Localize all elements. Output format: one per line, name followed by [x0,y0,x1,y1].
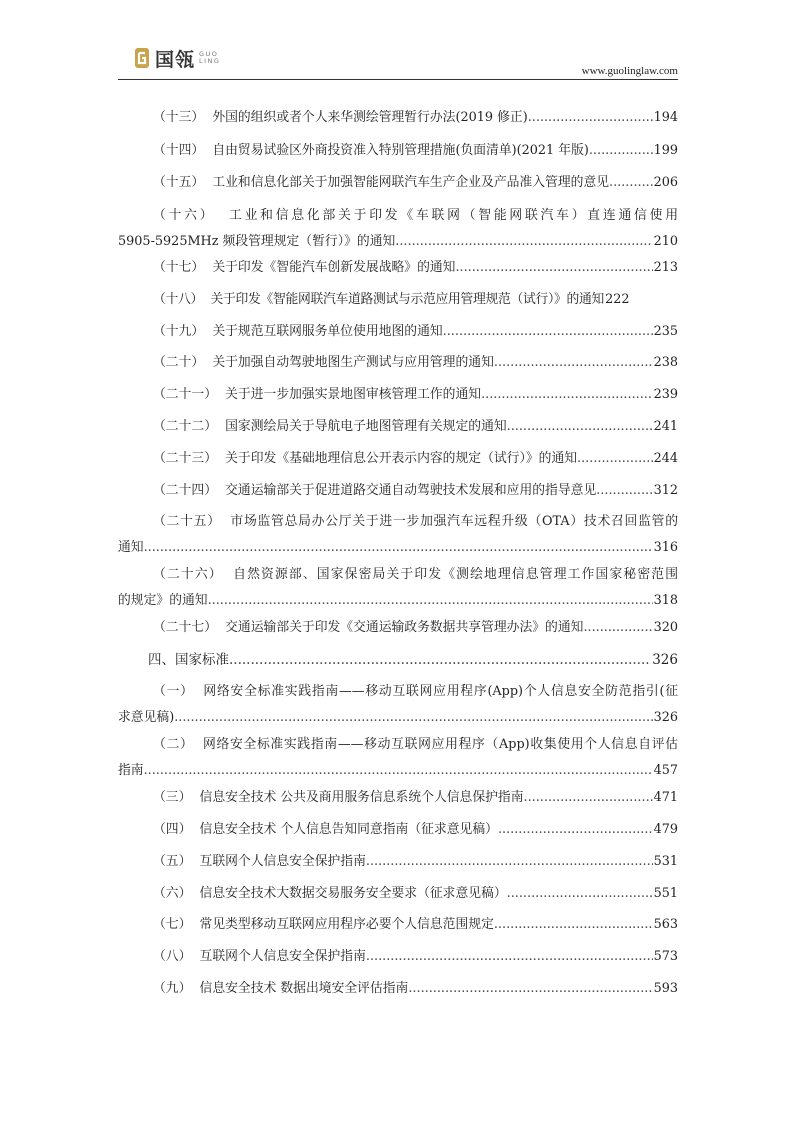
page-number: 222 [605,292,630,307]
page-number: 213 [653,260,678,275]
leader-dots [443,319,653,345]
leader-dots [481,382,653,408]
toc-entry[interactable]: （二） 网络安全标准实践指南——移动互联网应用程序（App)收集使用个人信息自评估 指南 ..... 457 [118,732,678,784]
page-number: 244 [653,451,678,466]
page-number: 318 [653,593,678,608]
toc-entry[interactable]: （十五） 工业和信息化部关于加强智能网联汽车生产企业及产品准入管理的意见 ..... 206 [118,170,678,196]
toc-entry[interactable]: （四） 信息安全技术 个人信息告知同意指南（征求意见稿） ..... 479 [118,817,678,843]
leader-dots [455,255,652,281]
page-number: 593 [653,981,678,996]
toc-entry[interactable]: （一） 网络安全标准实践指南——移动互联网应用程序(App)个人信息安全防范指引(征 求意见稿) ..... 326 [118,679,678,731]
logo-english: GUO LING [199,49,221,65]
page-number: 194 [653,110,678,125]
toc-entry[interactable]: （十八） 关于印发《智能网联汽车道路测试与示范应用管理规范（试行）》的通知 222 [118,287,678,313]
toc-entry[interactable]: （二十六） 自然资源部、国家保密局关于印发《测绘地理信息管理工作国家秘密范围 的规定》的通知 ..... 318 [118,562,678,614]
toc-entry[interactable]: （二十二） 国家测绘局关于导航电子地图管理有关规定的通知 ..... 241 [118,414,678,440]
toc-entry[interactable]: （二十四） 交通运输部关于促进道路交通自动驾驶技术发展和应用的指导意见 ..... 312 [118,478,678,504]
toc-entry[interactable]: （二十七） 交通运输部关于印发《交通运输政务数据共享管理办法》的通知 ..... 320 [118,615,678,641]
page-number: 238 [653,355,678,370]
page-number: 457 [653,763,678,778]
page-number: 206 [653,175,678,190]
leader-dots [494,350,653,376]
page-number: 241 [653,419,678,434]
leader-dots [498,817,653,843]
leader-dots [366,944,653,970]
page-number: 235 [653,324,678,339]
leader-dots [589,138,653,164]
toc-entry[interactable]: （五） 互联网个人信息安全保护指南 ..... 531 [118,849,678,875]
page-header [118,38,678,80]
page-number: 326 [652,652,678,668]
leader-dots [524,785,653,811]
page-number: 239 [653,387,678,402]
leader-dots [366,849,653,875]
leader-dots [507,881,653,907]
toc-entry[interactable]: （二十三） 关于印发《基础地理信息公开表示内容的规定（试行）》的通知 ..... 244 [118,446,678,472]
leader-dots [174,705,652,731]
page-number: 479 [653,822,678,837]
leader-dots [144,535,653,561]
toc-entry[interactable]: （二十五） 市场监管总局办公厅关于进一步加强汽车远程升级（OTA）技术召回监管的 通知 ..... 316 [118,509,678,561]
toc-entry[interactable]: （七） 常见类型移动互联网应用程序必要个人信息范围规定 ..... 563 [118,912,678,938]
toc-entry[interactable]: （八） 互联网个人信息安全保护指南 ..... 573 [118,944,678,970]
toc-entry[interactable]: （十六） 工业和信息化部关于印发《车联网（智能网联汽车）直连通信使用 5905-5925MHz 频段管理规定（暂行）》的通知 ..... 210 [118,203,678,255]
company-logo [134,42,220,74]
leader-dots [609,170,653,196]
toc-entry[interactable]: （十七） 关于印发《智能汽车创新发展战略》的通知 ..... 213 [118,255,678,281]
toc-entry[interactable]: （二十） 关于加强自动驾驶地图生产测试与应用管理的通知 ..... 238 [118,350,678,376]
page-number: 316 [653,540,678,555]
leader-dots [395,229,652,255]
leader-dots [583,615,652,641]
page-number: 210 [653,234,678,249]
leader-dots [507,414,653,440]
toc-entry[interactable]: （十四） 自由贸易试验区外商投资准入特别管理措施(负面清单)(2021 年版) ..... 199 [118,138,678,164]
leader-dots [577,446,653,472]
leader-dots [144,758,653,784]
leader-dots [408,976,652,1002]
header-divider [118,79,678,80]
toc-entry[interactable]: （六） 信息安全技术大数据交易服务安全要求（征求意见稿） ..... 551 [118,881,678,907]
page-number: 199 [653,143,678,158]
leader-dots [528,105,653,131]
toc-entry[interactable]: （三） 信息安全技术 公共及商用服务信息系统个人信息保护指南 ..... 471 [118,785,678,811]
leader-dots [494,912,653,938]
page-number: 320 [653,620,678,635]
website-url[interactable]: www.guolinglaw.com [581,65,678,77]
page-number: 551 [653,886,678,901]
leader-dots [229,647,651,673]
toc-section-heading[interactable]: 四、国家标准 ..... 326 [118,647,678,673]
page-number: 471 [653,790,678,805]
leader-dots [596,478,652,504]
page-number: 312 [653,483,678,498]
toc-entry[interactable]: （十九） 关于规范互联网服务单位使用地图的通知 ..... 235 [118,319,678,345]
logo-mark-icon [134,46,150,70]
page-number: 573 [653,949,678,964]
logo-text: 国瓴 [155,48,196,71]
leader-dots [208,588,653,614]
toc-entry[interactable]: （九） 信息安全技术 数据出境安全评估指南 ..... 593 [118,976,678,1002]
toc-entry[interactable]: （十三） 外国的组织或者个人来华测绘管理暂行办法(2019 修正) ..... 194 [118,105,678,131]
toc-entry[interactable]: （二十一） 关于进一步加强实景地图审核管理工作的通知 ..... 239 [118,382,678,408]
page-number: 531 [653,854,678,869]
page-number: 563 [653,917,678,932]
page-number: 326 [653,710,678,725]
